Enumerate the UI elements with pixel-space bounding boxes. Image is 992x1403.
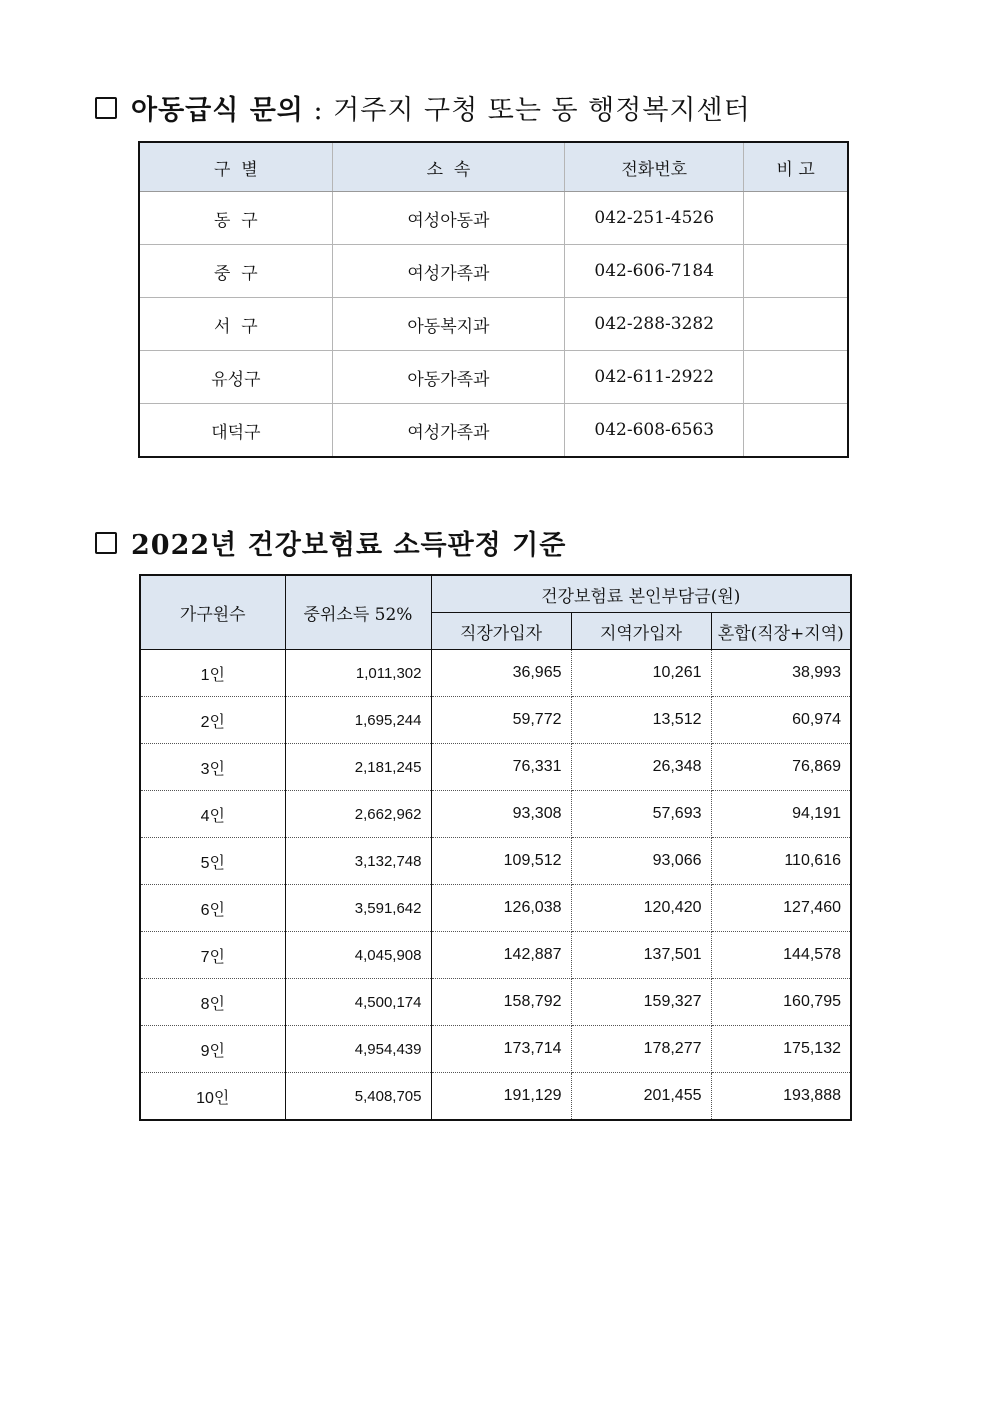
median-income-cell: 3,132,748 (285, 838, 431, 885)
criteria-row (140, 1073, 851, 1121)
median-income-cell: 2,181,245 (285, 744, 431, 791)
household-cell: 10인 (140, 1073, 285, 1121)
contact-table-header (139, 142, 848, 192)
section2-heading (95, 523, 566, 562)
header-household-size: 가구원수 (140, 575, 285, 650)
household-cell: 3인 (140, 744, 285, 791)
mixed-premium-cell: 160,795 (711, 979, 851, 1026)
section1-title-rest: : 거주지 구청 또는 동 행정복지센터 (303, 95, 751, 126)
median-income-cell: 1,695,244 (285, 697, 431, 744)
phone-cell: 042-251-4526 (565, 192, 744, 245)
contact-row (139, 298, 848, 351)
mixed-premium-cell: 60,974 (711, 697, 851, 744)
district-cell: 대덕구 (139, 404, 332, 458)
header-department: 소 속 (332, 142, 564, 192)
median-income-cell: 2,662,962 (285, 791, 431, 838)
phone-cell: 042-288-3282 (565, 298, 744, 351)
employee-premium-cell: 59,772 (431, 697, 571, 744)
regional-premium-cell: 120,420 (571, 885, 711, 932)
median-income-cell: 4,500,174 (285, 979, 431, 1026)
mixed-premium-cell: 110,616 (711, 838, 851, 885)
department-cell: 여성가족과 (332, 404, 564, 458)
header-district: 구 별 (139, 142, 332, 192)
median-income-cell: 4,954,439 (285, 1026, 431, 1073)
employee-premium-cell: 158,792 (431, 979, 571, 1026)
note-cell (744, 404, 848, 458)
note-cell (744, 351, 848, 404)
household-cell: 5인 (140, 838, 285, 885)
employee-premium-cell: 173,714 (431, 1026, 571, 1073)
employee-premium-cell: 36,965 (431, 650, 571, 697)
employee-premium-cell: 109,512 (431, 838, 571, 885)
regional-premium-cell: 137,501 (571, 932, 711, 979)
mixed-premium-cell: 38,993 (711, 650, 851, 697)
checkbox-square-icon (95, 532, 117, 554)
employee-premium-cell: 93,308 (431, 791, 571, 838)
regional-premium-cell: 10,261 (571, 650, 711, 697)
criteria-row (140, 979, 851, 1026)
header-median-income: 중위소득 52% (285, 575, 431, 650)
district-cell: 동 구 (139, 192, 332, 245)
regional-premium-cell: 13,512 (571, 697, 711, 744)
district-cell: 유성구 (139, 351, 332, 404)
regional-premium-cell: 57,693 (571, 791, 711, 838)
department-cell: 아동가족과 (332, 351, 564, 404)
header-phone: 전화번호 (565, 142, 744, 192)
employee-premium-cell: 126,038 (431, 885, 571, 932)
phone-cell: 042-611-2922 (565, 351, 744, 404)
header-employee: 직장가입자 (431, 613, 571, 650)
contact-row (139, 245, 848, 298)
median-income-cell: 3,591,642 (285, 885, 431, 932)
department-cell: 여성가족과 (332, 245, 564, 298)
employee-premium-cell: 191,129 (431, 1073, 571, 1121)
regional-premium-cell: 201,455 (571, 1073, 711, 1121)
header-note: 비 고 (744, 142, 848, 192)
note-cell (744, 245, 848, 298)
employee-premium-cell: 76,331 (431, 744, 571, 791)
criteria-row (140, 744, 851, 791)
checkbox-square-icon (95, 97, 117, 119)
phone-cell: 042-606-7184 (565, 245, 744, 298)
household-cell: 8인 (140, 979, 285, 1026)
household-cell: 9인 (140, 1026, 285, 1073)
mixed-premium-cell: 175,132 (711, 1026, 851, 1073)
district-cell: 서 구 (139, 298, 332, 351)
mixed-premium-cell: 127,460 (711, 885, 851, 932)
contact-table (138, 141, 849, 458)
median-income-cell: 1,011,302 (285, 650, 431, 697)
household-cell: 7인 (140, 932, 285, 979)
contact-row (139, 404, 848, 458)
department-cell: 여성아동과 (332, 192, 564, 245)
median-income-cell: 4,045,908 (285, 932, 431, 979)
contact-row (139, 192, 848, 245)
header-premium-group: 건강보험료 본인부담금(원) (431, 575, 851, 613)
mixed-premium-cell: 94,191 (711, 791, 851, 838)
household-cell: 4인 (140, 791, 285, 838)
criteria-row (140, 697, 851, 744)
note-cell (744, 192, 848, 245)
criteria-row (140, 932, 851, 979)
regional-premium-cell: 178,277 (571, 1026, 711, 1073)
mixed-premium-cell: 144,578 (711, 932, 851, 979)
district-cell: 중 구 (139, 245, 332, 298)
section1-heading (95, 88, 751, 127)
criteria-row (140, 791, 851, 838)
median-income-cell: 5,408,705 (285, 1073, 431, 1121)
contact-row (139, 351, 848, 404)
household-cell: 6인 (140, 885, 285, 932)
mixed-premium-cell: 76,869 (711, 744, 851, 791)
employee-premium-cell: 142,887 (431, 932, 571, 979)
criteria-row (140, 885, 851, 932)
section1-title-bold: 아동급식 문의 (131, 95, 304, 126)
header-regional: 지역가입자 (571, 613, 711, 650)
department-cell: 아동복지과 (332, 298, 564, 351)
phone-cell: 042-608-6563 (565, 404, 744, 458)
section2-title: 2022년 건강보험료 소득판정 기준 (131, 530, 567, 561)
regional-premium-cell: 26,348 (571, 744, 711, 791)
household-cell: 2인 (140, 697, 285, 744)
criteria-row (140, 838, 851, 885)
criteria-row (140, 650, 851, 697)
regional-premium-cell: 159,327 (571, 979, 711, 1026)
mixed-premium-cell: 193,888 (711, 1073, 851, 1121)
criteria-row (140, 1026, 851, 1073)
note-cell (744, 298, 848, 351)
regional-premium-cell: 93,066 (571, 838, 711, 885)
income-criteria-table (139, 574, 852, 1121)
header-mixed: 혼합(직장+지역) (711, 613, 851, 650)
household-cell: 1인 (140, 650, 285, 697)
